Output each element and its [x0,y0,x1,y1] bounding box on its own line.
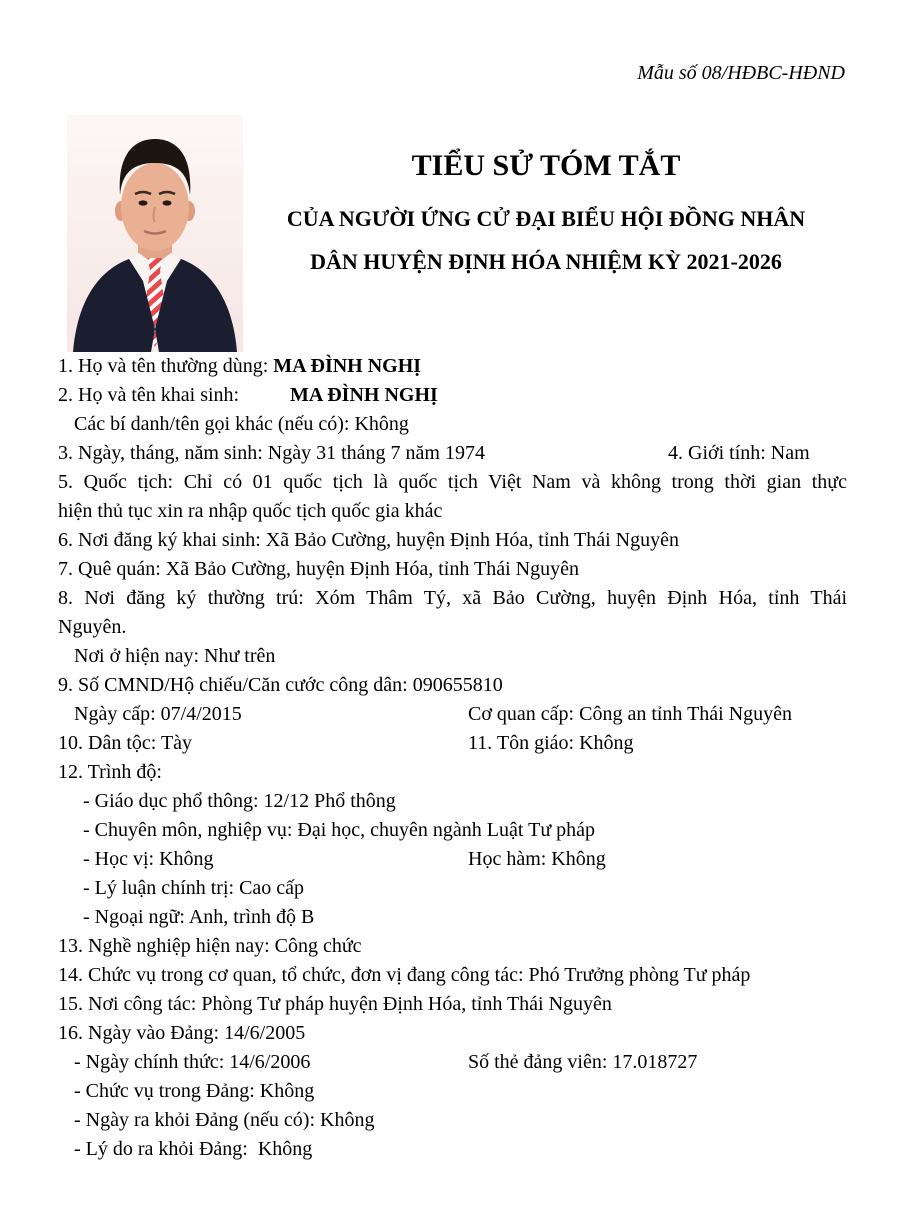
field-professional-education: - Chuyên môn, nghiệp vụ: Đại học, chuyên ngành Luật Tư pháp [83,819,596,841]
field-political-theory: - Lý luận chính trị: Cao cấp [83,877,305,899]
portrait-illustration [67,115,243,352]
field-hometown: 7. Quê quán: Xã Bảo Cường, huyện Định Hóa, tỉnh Thái Nguyên [58,558,579,580]
biography-fields [58,352,847,1164]
field-id-issue-authority: Cơ quan cấp: Công an tỉnh Thái Nguyên [468,703,793,725]
document-title: TIỂU SỬ TÓM TẮT [411,149,681,182]
field-common-name-value: MA ĐÌNH NGHỊ [273,355,422,377]
field-party-leave-date: - Ngày ra khỏi Đảng (nếu có): Không [74,1109,375,1131]
field-residence-cont: Nguyên. [58,616,127,638]
field-birth-name [58,381,847,410]
field-party-card-number: Số thẻ đảng viên: 17.018727 [468,1051,698,1073]
field-religion: 11. Tôn giáo: Không [468,732,634,754]
candidate-portrait-photo [67,115,243,352]
field-birth-name-value: MA ĐÌNH NGHỊ [290,384,438,406]
document-subtitle-line2: DÂN HUYỆN ĐỊNH HÓA NHIỆM KỲ 2021-2026 [310,249,782,274]
field-degree-title [58,845,847,874]
field-foreign-language: - Ngoại ngữ: Anh, trình độ B [83,906,315,928]
field-party-leave-reason: - Lý do ra khỏi Đảng: Không [74,1138,313,1160]
field-party-position: - Chức vụ trong Đảng: Không [74,1080,315,1102]
field-academic-degree: - Học vị: Không [83,848,214,870]
field-nationality: 5. Quốc tịch: Chỉ có 01 quốc tịch là quốc tịch Việt Nam và không trong thời gian thực [58,471,847,493]
field-id-issue-date: Ngày cấp: 07/4/2015 [74,703,242,725]
field-id-number: 9. Số CMND/Hộ chiếu/Căn cước công dân: 090655810 [58,674,503,696]
document-subtitle-line1: CỦA NGƯỜI ỨNG CỬ ĐẠI BIỂU HỘI ĐỒNG NHÂN [286,206,806,231]
field-position: 14. Chức vụ trong cơ quan, tổ chức, đơn vị đang công tác: Phó Trưởng phòng Tư pháp [58,964,751,986]
field-birth-name-label: 2. Họ và tên khai sinh: [58,384,240,406]
field-id-issue [58,700,847,729]
field-birthdate: 3. Ngày, tháng, năm sinh: Ngày 31 tháng 7 năm 1974 [58,442,485,464]
field-gender: 4. Giới tính: Nam [668,442,810,464]
field-aliases: Các bí danh/tên gọi khác (nếu có): Không [74,413,409,435]
field-common-name-label: 1. Họ và tên thường dùng: [58,355,274,377]
field-ethnicity: 10. Dân tộc: Tày [58,732,193,754]
field-education-heading: 12. Trình độ: [58,761,162,783]
field-party-official [58,1048,847,1077]
field-party-join-date: 16. Ngày vào Đảng: 14/6/2005 [58,1022,306,1044]
field-ethnicity-religion [58,729,847,758]
field-general-education: - Giáo dục phổ thông: 12/12 Phổ thông [83,790,396,812]
field-party-official-date: - Ngày chính thức: 14/6/2006 [74,1051,311,1073]
field-occupation: 13. Nghề nghiệp hiện nay: Công chức [58,935,362,957]
field-workplace: 15. Nơi công tác: Phòng Tư pháp huyện Định Hóa, tỉnh Thái Nguyên [58,993,612,1015]
form-number-label: Mẫu số 08/HĐBC-HĐND [637,62,845,84]
field-common-name [58,352,847,381]
field-residence: 8. Nơi đăng ký thường trú: Xóm Thâm Tý, xã Bảo Cường, huyện Định Hóa, tỉnh Thái [58,587,847,609]
title-block [245,146,847,283]
field-birthdate-gender [58,439,847,468]
field-academic-title: Học hàm: Không [468,848,606,870]
field-nationality-cont: hiện thủ tục xin ra nhập quốc tịch quốc gia khác [58,500,443,522]
field-current-residence: Nơi ở hiện nay: Như trên [74,645,276,667]
field-birth-registration: 6. Nơi đăng ký khai sinh: Xã Bảo Cường, huyện Định Hóa, tỉnh Thái Nguyên [58,529,679,551]
